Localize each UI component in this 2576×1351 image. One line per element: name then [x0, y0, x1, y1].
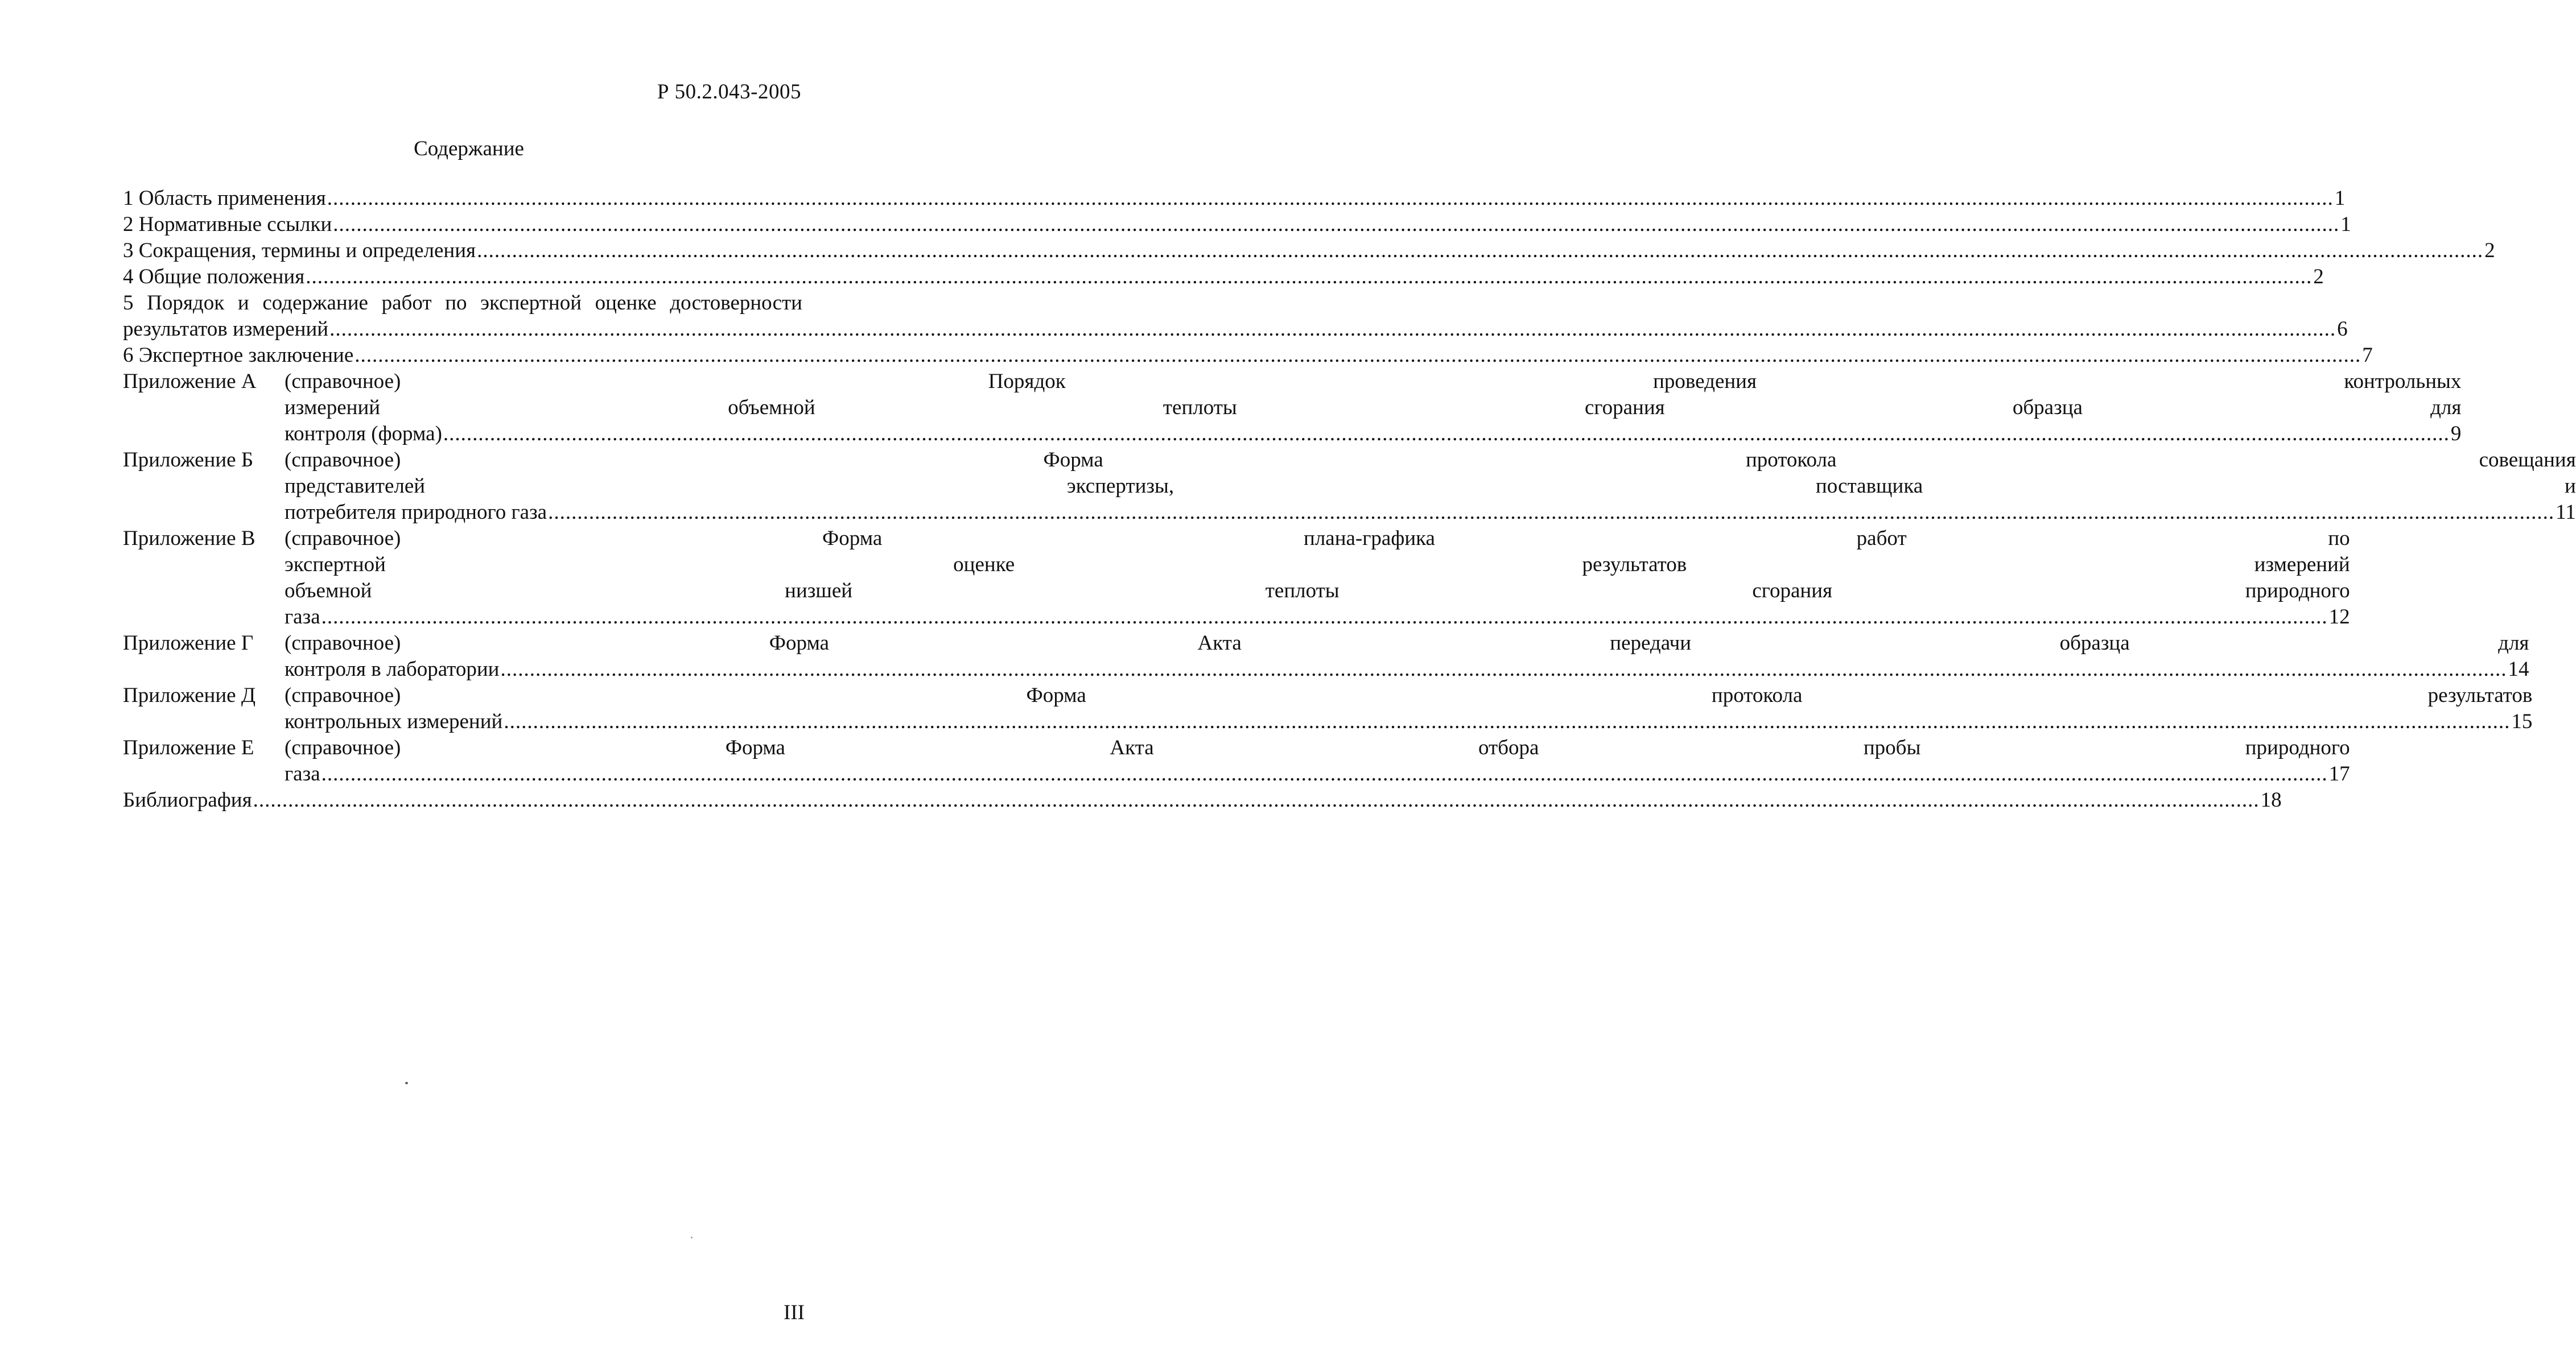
toc-appendix-d[interactable]: [123, 683, 2533, 735]
appendix-title-line: (справочное) Форма Акта отбора пробы природного: [285, 736, 2350, 759]
appendix-title-line: измерений объемной теплоты сгорания образца для: [285, 396, 2462, 419]
toc-entry-title: 4 Общие положения: [123, 265, 305, 288]
toc-entry-title: Библиография: [123, 788, 252, 812]
toc-entry-multiline[interactable]: [123, 290, 2348, 342]
appendix-title-line: (справочное) Форма протокола совещания: [285, 448, 2576, 472]
toc-entry[interactable]: [123, 238, 2495, 264]
table-of-contents: [123, 185, 2576, 813]
toc-entry-page: 12: [2328, 605, 2350, 629]
appendix-title-line: (справочное) Порядок проведения контрольных: [285, 370, 2462, 393]
dot-leader: [329, 316, 2336, 342]
page-number: III: [784, 1301, 805, 1324]
toc-appendix-g[interactable]: [123, 630, 2529, 683]
toc-entry-page: 11: [2556, 501, 2576, 524]
appendix-label: Приложение Е: [123, 736, 254, 759]
toc-entry-page: 9: [2450, 422, 2462, 445]
toc-entry-title: 1 Область применения: [123, 187, 326, 210]
appendix-title-last: контроля (форма): [285, 422, 442, 445]
dot-leader: [306, 264, 2312, 290]
dot-leader: [504, 709, 2510, 735]
appendix-title-line: экспертной оценке результатов измерений: [285, 553, 2350, 576]
appendix-title-last: газа: [285, 762, 320, 786]
dot-leader: [333, 212, 2339, 238]
toc-appendix-v[interactable]: [123, 526, 2350, 630]
toc-entry-page: 1: [2334, 187, 2346, 210]
appendix-title-line: представителей экспертизы, поставщика и: [285, 474, 2576, 498]
toc-entry-page: 2: [2313, 265, 2324, 288]
toc-entry-page: 17: [2328, 762, 2350, 786]
toc-appendix-e[interactable]: [123, 735, 2350, 787]
dot-leader: [322, 761, 2328, 787]
toc-entry-page: 18: [2260, 788, 2282, 812]
scan-speck: [405, 1082, 408, 1084]
toc-entry[interactable]: [123, 342, 2373, 369]
appendix-title-last: контрольных измерений: [285, 710, 503, 733]
scan-speck: [691, 1237, 693, 1238]
appendix-title-last: потребителя природного газа: [285, 501, 547, 524]
appendix-title-line: объемной низшей теплоты сгорания природного: [285, 579, 2350, 602]
toc-entry-page: 2: [2484, 239, 2495, 262]
appendix-title-line: (справочное) Форма протокола результатов: [285, 684, 2533, 707]
toc-entry-title: 3 Сокращения, термины и определения: [123, 239, 476, 262]
appendix-label: Приложение Д: [123, 684, 256, 707]
toc-appendix-a[interactable]: [123, 369, 2462, 447]
toc-bibliography[interactable]: [123, 787, 2282, 813]
toc-title: Содержание: [414, 137, 524, 160]
toc-entry[interactable]: [123, 264, 2324, 290]
toc-entry-page: 15: [2511, 710, 2533, 733]
toc-entry-page: 6: [2337, 317, 2348, 341]
toc-entry[interactable]: [123, 185, 2346, 212]
appendix-title-line: (справочное) Форма плана-графика работ по: [285, 527, 2350, 550]
toc-entry-title: результатов измерений: [123, 317, 329, 341]
toc-entry-title-line: 5 Порядок и содержание работ по экспертной оценке достоверности: [123, 291, 802, 315]
appendix-label: Приложение Б: [123, 448, 254, 472]
appendix-title-last: газа: [285, 605, 320, 629]
dot-leader: [253, 787, 2260, 813]
dot-leader: [322, 604, 2328, 630]
toc-appendix-b[interactable]: [123, 447, 2576, 526]
toc-entry[interactable]: [123, 212, 2351, 238]
dot-leader: [477, 238, 2483, 264]
dot-leader: [500, 656, 2507, 683]
dot-leader: [443, 421, 2450, 447]
appendix-label: Приложение В: [123, 527, 255, 550]
appendix-label: Приложение Г: [123, 631, 254, 655]
toc-entry-page: 1: [2340, 213, 2351, 236]
dot-leader: [548, 499, 2554, 526]
appendix-label: Приложение А: [123, 370, 257, 393]
appendix-title-last: контроля в лаборатории: [285, 658, 500, 681]
toc-entry-title: 2 Нормативные ссылки: [123, 213, 332, 236]
toc-entry-page: 7: [2362, 344, 2373, 367]
document-code: Р 50.2.043-2005: [657, 80, 801, 104]
dot-leader: [355, 342, 2361, 369]
dot-leader: [327, 185, 2334, 212]
toc-entry-page: 14: [2508, 658, 2529, 681]
appendix-title-line: (справочное) Форма Акта передачи образца для: [285, 631, 2529, 655]
toc-entry-title: 6 Экспертное заключение: [123, 344, 354, 367]
